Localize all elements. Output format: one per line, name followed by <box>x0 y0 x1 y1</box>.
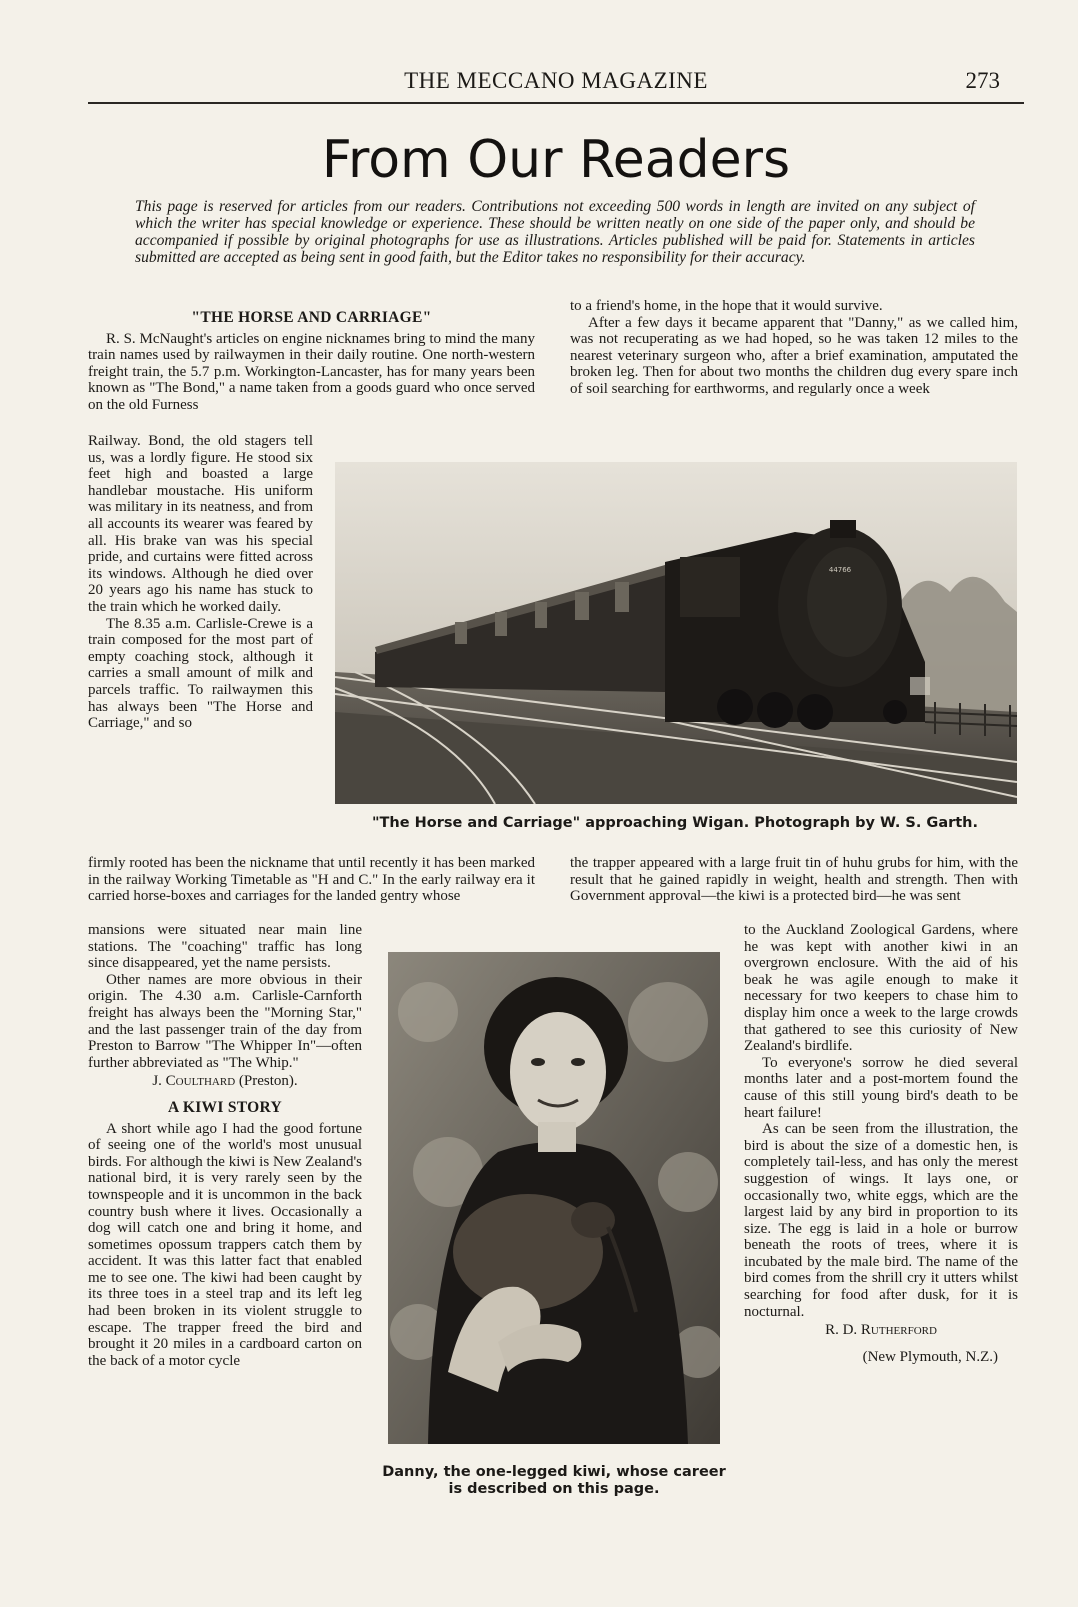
horse-heading: "THE HORSE AND CARRIAGE" <box>191 309 432 326</box>
kiwi-article-lower <box>744 922 1018 1365</box>
horse-paragraph-3: Other names are more obvious in their origin. The 4.30 a.m. Carlisle-Carnforth freight has always been the "Morning Star," and the last passenger train of the day from Preston to Barrow "The Whipper In"—often further abbreviated as "The Whip." <box>88 971 362 1071</box>
horse-paragraph-2-end: mansions were situated near main line stations. The "coaching" traffic has long since disappeared, yet the name persists. <box>88 922 362 972</box>
horse-article-mid <box>88 855 535 905</box>
horse-paragraph-2-cont: firmly rooted has been the nickname that until recently it has been marked in the railway Working Timetable as "H and C." In the early railway era it carried horse-boxes and carriages for the landed gentry whose <box>88 855 535 905</box>
horse-author-name: Coulthard <box>165 1073 236 1090</box>
kiwi-article-top <box>570 298 1018 398</box>
train-photograph <box>335 462 1017 804</box>
horse-paragraph-2: The 8.35 a.m. Carlisle-Crewe is a train composed for the most part of empty coaching stock, although it carries a small amount of milk and parcels traffic. To railwaymen this has always been "The Horse and Carriage," and so <box>88 615 313 732</box>
horse-article-lower <box>88 922 362 1369</box>
magazine-title: THE MECCANO MAGAZINE <box>404 68 708 93</box>
kiwi-paragraph-2-cont: the trapper appeared with a large fruit tin of huhu grubs for him, with the result that he gained rapidly in weight, health and strength. Then with Government approval—the kiwi is a protected bird—he was sent <box>570 855 1018 905</box>
kiwi-author-name: Rutherford <box>860 1322 937 1339</box>
kiwi-paragraph-2-end: to the Auckland Zoological Gardens, where he was kept with another kiwi in an overgrown enclosure. With the aid of his beak he was agile enough to make it necessary for two keepers to chase him to display him once a week to the large crowds that gathered to see this curiosity of New Zealand's birdlife. <box>744 922 1018 1055</box>
kiwi-caption: Danny, the one-legged kiwi, whose career is described on this page. <box>382 1464 726 1497</box>
kiwi-photograph <box>388 952 720 1444</box>
horse-paragraph-1-cont: Railway. Bond, the old stagers tell us, was a lordly figure. He stood six feet high and boasted a large handlebar moustache. His uniform was military in its neatness, and from all accounts its wearer was feared by all. His brake van was his special pride, and curtains were fitted across its windows. Although he died over 20 years ago his name has stuck to the train which he worked daily. <box>88 433 313 615</box>
kiwi-author-place: (New Plymouth, N.Z.) <box>862 1348 998 1365</box>
kiwi-paragraph-4: As can be seen from the illustration, the bird is about the size of a domestic hen, is completely tail-less, and has only the merest suggestion of wings. It lays one, or occasionally two, white eggs, which are the largest laid by any bird in proportion to its size. The egg is laid in a hole or burrow beneath the roots of trees, where it is incubated by the male bird. The name of the bird comes from the shrill cry it utters whilst searching for food after dusk, for it is nocturnal. <box>744 1121 1018 1320</box>
editorial-intro: This page is reserved for articles from our readers. Contributions not exceeding 500 words in length are invited on any subject of which the writer has special knowledge or experience. These should be written neatly on one side of the paper only, and should be accompanied if possible by original photographs for use as illustrations. Articles published will be paid for. Statements in articles submitted are accepted as being sent in good faith, but the Editor takes no responsibility for their accuracy. <box>135 198 975 266</box>
running-header <box>88 66 1024 100</box>
horse-article-top <box>88 310 535 414</box>
header-rule <box>88 102 1024 104</box>
kiwi-heading: A KIWI STORY <box>168 1098 282 1116</box>
horse-paragraph-1: R. S. McNaught's articles on engine nicknames bring to mind the many train names used by railwaymen in their daily routine. One north-western freight train, the 5.7 p.m. Workington-Lancaster, has for many years been known as "The Bond," a name taken from a goods guard who once served on the old Furness <box>88 330 535 413</box>
page-number: 273 <box>965 68 1000 93</box>
locomotive-number: 44766 <box>828 566 852 574</box>
kiwi-author: R. D. Rutherford <box>825 1322 937 1339</box>
kiwi-paragraph-3: To everyone's sorrow he died several months later and a post-mortem found the cause of this still young bird's death to be heart failure! <box>744 1054 1018 1121</box>
kiwi-article-mid <box>570 855 1018 905</box>
train-illustration <box>335 462 1017 804</box>
page-title: From Our Readers <box>321 130 791 190</box>
kiwi-paragraph-1: A short while ago I had the good fortune of seeing one of the world's most unusual birds. For although the kiwi is New Zealand's national bird, it is very rarely seen by the townspeople and it is uncommon in the back country bush where it lives. Occasionally a dog will catch one and bring it home, and sometimes opossum trappers catch them by accident. It was this latter fact that enabled me to see one. The kiwi had been caught by its three toes in a steel trap and its left leg had been broken in its violent struggle to escape. The trapper freed the bird and brought it 20 miles in a cardboard carton on the back of a motor cycle <box>88 1120 362 1369</box>
horse-author: J. Coulthard (Preston). <box>152 1073 298 1090</box>
kiwi-paragraph-2: After a few days it became apparent that "Danny," as we called him, was not recuperating as we had hoped, so he was taken 12 miles to the nearest veterinary surgeon who, after a brief examination, amputated the broken leg. Then for about two months the children dug every spare inch of soil searching for earthworms, and regularly once a week <box>570 314 1018 397</box>
kiwi-illustration <box>388 952 720 1444</box>
horse-article-narrow <box>88 433 313 732</box>
train-caption: "The Horse and Carriage" approaching Wigan. Photograph by W. S. Garth. <box>371 815 979 831</box>
kiwi-paragraph-1-cont: to a friend's home, in the hope that it would survive. <box>570 298 883 314</box>
